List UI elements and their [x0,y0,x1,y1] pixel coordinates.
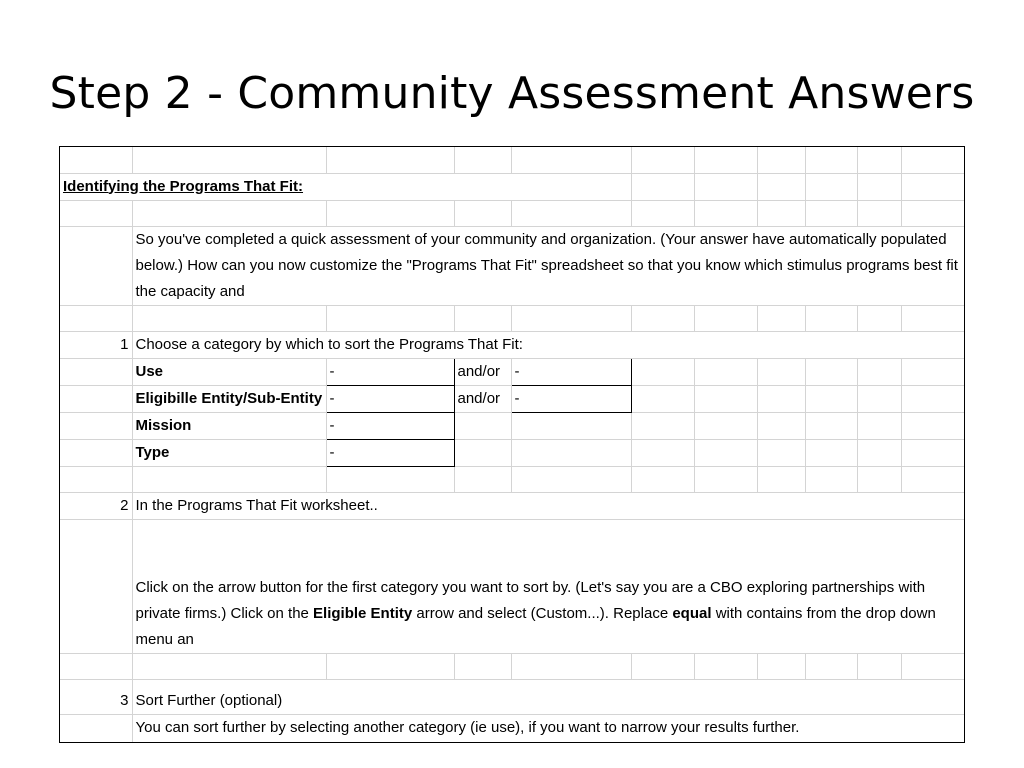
heading-row [60,173,965,200]
intro-row [60,226,965,305]
use-row [60,358,965,385]
section-heading: Identifying the Programs That Fit: [60,173,631,200]
use-value-field[interactable]: - [326,358,454,385]
eligible-entity-row [60,385,965,412]
step3-detail-row [60,714,965,743]
empty-row [60,466,965,492]
step-number: 3 [60,679,132,714]
step2-detail: Click on the arrow button for the first category you want to sort by. (Let's say you are a CBO exploring partnerships with private firms.) Click on the Eligible Entity arrow and select (Custom...). Replace equal with contains from the drop down menu an [132,519,965,653]
empty-row [60,200,965,226]
slide-title: Step 2 - Community Assessment Answers [49,68,975,119]
step3-detail: You can sort further by selecting another category (ie use), if you want to narrow your results further. [132,714,965,743]
sheet-right-border [964,147,965,742]
step2-detail-row [60,519,965,653]
mission-row [60,412,965,439]
and-or-label: and/or [454,358,511,385]
mission-value-field[interactable]: - [326,412,454,439]
eligible-entity-second-value-field[interactable]: - [511,385,631,412]
step3-row [60,679,965,714]
step1-row [60,331,965,358]
eligible-entity-label: Eligibille Entity/Sub-Entity [132,385,326,412]
step-number: 2 [60,492,132,519]
step1-text: Choose a category by which to sort the Programs That Fit: [132,331,965,358]
intro-text: So you've completed a quick assessment of your community and organization. (Your answer have automatically populated below.) How can you now customize the "Programs That Fit" spreadsheet so that you know which stimulus programs best fit the capacity and [132,226,965,305]
mission-label: Mission [132,412,326,439]
empty-row [60,147,965,173]
empty-row [60,653,965,679]
step-number: 1 [60,331,132,358]
spreadsheet [59,146,965,743]
type-row [60,439,965,466]
step2-text: In the Programs That Fit worksheet.. [132,492,965,519]
step3-text: Sort Further (optional) [132,679,965,714]
and-or-label: and/or [454,385,511,412]
empty-row [60,305,965,331]
use-second-value-field[interactable]: - [511,358,631,385]
eligible-entity-value-field[interactable]: - [326,385,454,412]
use-label: Use [132,358,326,385]
type-label: Type [132,439,326,466]
spreadsheet-grid [60,147,965,743]
step2-row [60,492,965,519]
type-value-field[interactable]: - [326,439,454,466]
